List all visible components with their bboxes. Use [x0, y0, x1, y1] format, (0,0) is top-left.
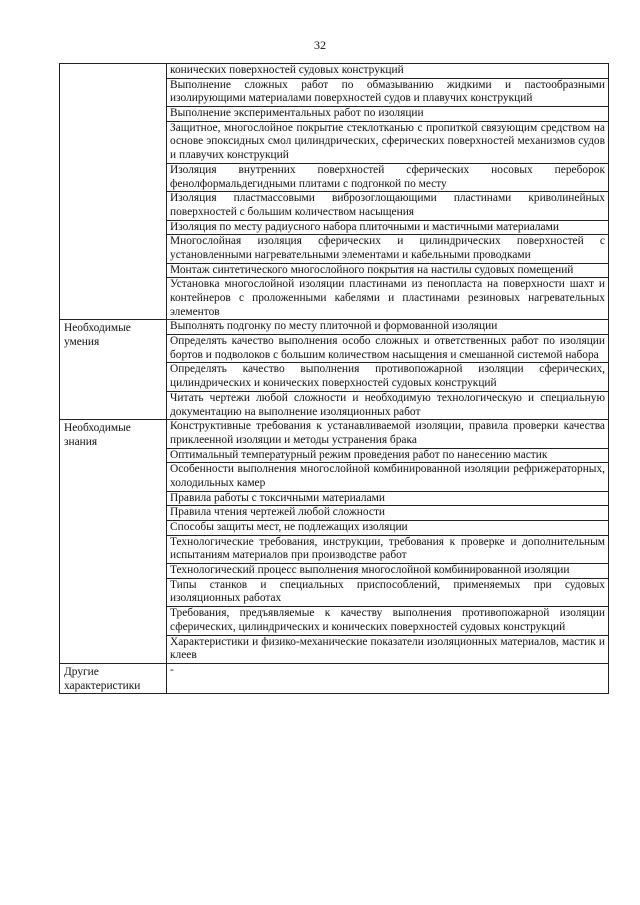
section-label: Другие характеристики — [60, 663, 167, 693]
table-row — [60, 420, 609, 448]
section-item: Выполнять подгонку по месту плиточной и формованной изоляции — [167, 320, 609, 335]
section-item: Конструктивные требования к устанавливаемой изоляции, правила проверки качества приклеенной изоляции и методы устранения брака — [167, 420, 609, 448]
section-item: Правила работы с токсичными материалами — [167, 491, 609, 506]
table-row — [60, 663, 609, 693]
section-label: Необходимые знания — [60, 420, 167, 664]
section-item: Правила чтения чертежей любой сложности — [167, 506, 609, 521]
section-item: Защитное, многослойное покрытие стеклотканью с пропиткой связующим средством на основе эпоксидных смол цилиндрических, сферических поверхностей механизмов судов и плавучих конструкций — [167, 121, 609, 163]
table-row — [60, 320, 609, 335]
section-item: Способы защиты мест, не подлежащих изоляции — [167, 521, 609, 536]
section-item: Особенности выполнения многослойной комбинированной изоляции рефрижераторных, холодильных камер — [167, 463, 609, 491]
section-label: Необходимые умения — [60, 320, 167, 420]
section-label — [60, 64, 167, 320]
section-item: Характеристики и физико-механические показатели изоляционных материалов, мастик и клеев — [167, 635, 609, 663]
section-item: Типы станков и специальных приспособлений, применяемых при судовых изоляционных работах — [167, 578, 609, 606]
section-item: Технологический процесс выполнения многослойной комбинированной изоляции — [167, 564, 609, 579]
section-item: Изоляция по месту радиусного набора плиточными и мастичными материалами — [167, 220, 609, 235]
table-row — [60, 64, 609, 79]
section-item: Изоляция пластмассовыми виброзоглощающими пластинами криволинейных поверхностей с большим количеством насыщения — [167, 192, 609, 220]
section-item: конических поверхностей судовых конструкций — [167, 64, 609, 79]
section-item: Выполнение сложных работ по обмазыванию жидкими и пастообразными изолирующими материалами поверхностей судов и плавучих конструкций — [167, 78, 609, 106]
section-item: Определять качество выполнения противопожарной изоляции сферических, цилиндрических и конических поверхностей судовых конструкций — [167, 363, 609, 391]
section-item: Технологические требования, инструкции, требования к проверке и дополнительным испытаниям материалов при производстве работ — [167, 535, 609, 563]
section-item: Изоляция внутренних поверхностей сферических носовых переборок фенолформальдегидными плитами с подгонкой по месту — [167, 163, 609, 191]
section-item: - — [167, 663, 609, 693]
qualification-table — [59, 63, 609, 694]
page-number: 32 — [314, 38, 326, 52]
section-item: Читать чертежи любой сложности и необходимую технологическую и специальную документацию на выполнение изоляционных работ — [167, 391, 609, 419]
section-item: Оптимальный температурный режим проведения работ по нанесению мастик — [167, 448, 609, 463]
section-item: Установка многослойной изоляции пластинами из пенопласта на поверхности шахт и контейнеров с проложенными кабелями и пластинами резиновых нагревательных элементов — [167, 278, 609, 320]
section-item: Выполнение экспериментальных работ по изоляции — [167, 107, 609, 122]
section-item: Требования, предъявляемые к качеству выполнения противопожарной изоляции сферических, цилиндрических и конических поверхностей судовых конструкций — [167, 607, 609, 635]
section-item: Монтаж синтетического многослойного покрытия на настилы судовых помещений — [167, 263, 609, 278]
section-item: Многослойная изоляция сферических и цилиндрических поверхностей с установленными нагревательными элементами и кабельными проводками — [167, 235, 609, 263]
section-item: Определять качество выполнения особо сложных и ответственных работ по изоляции бортов и подволоков с большим количеством насыщения и смешанной системой набора — [167, 335, 609, 363]
